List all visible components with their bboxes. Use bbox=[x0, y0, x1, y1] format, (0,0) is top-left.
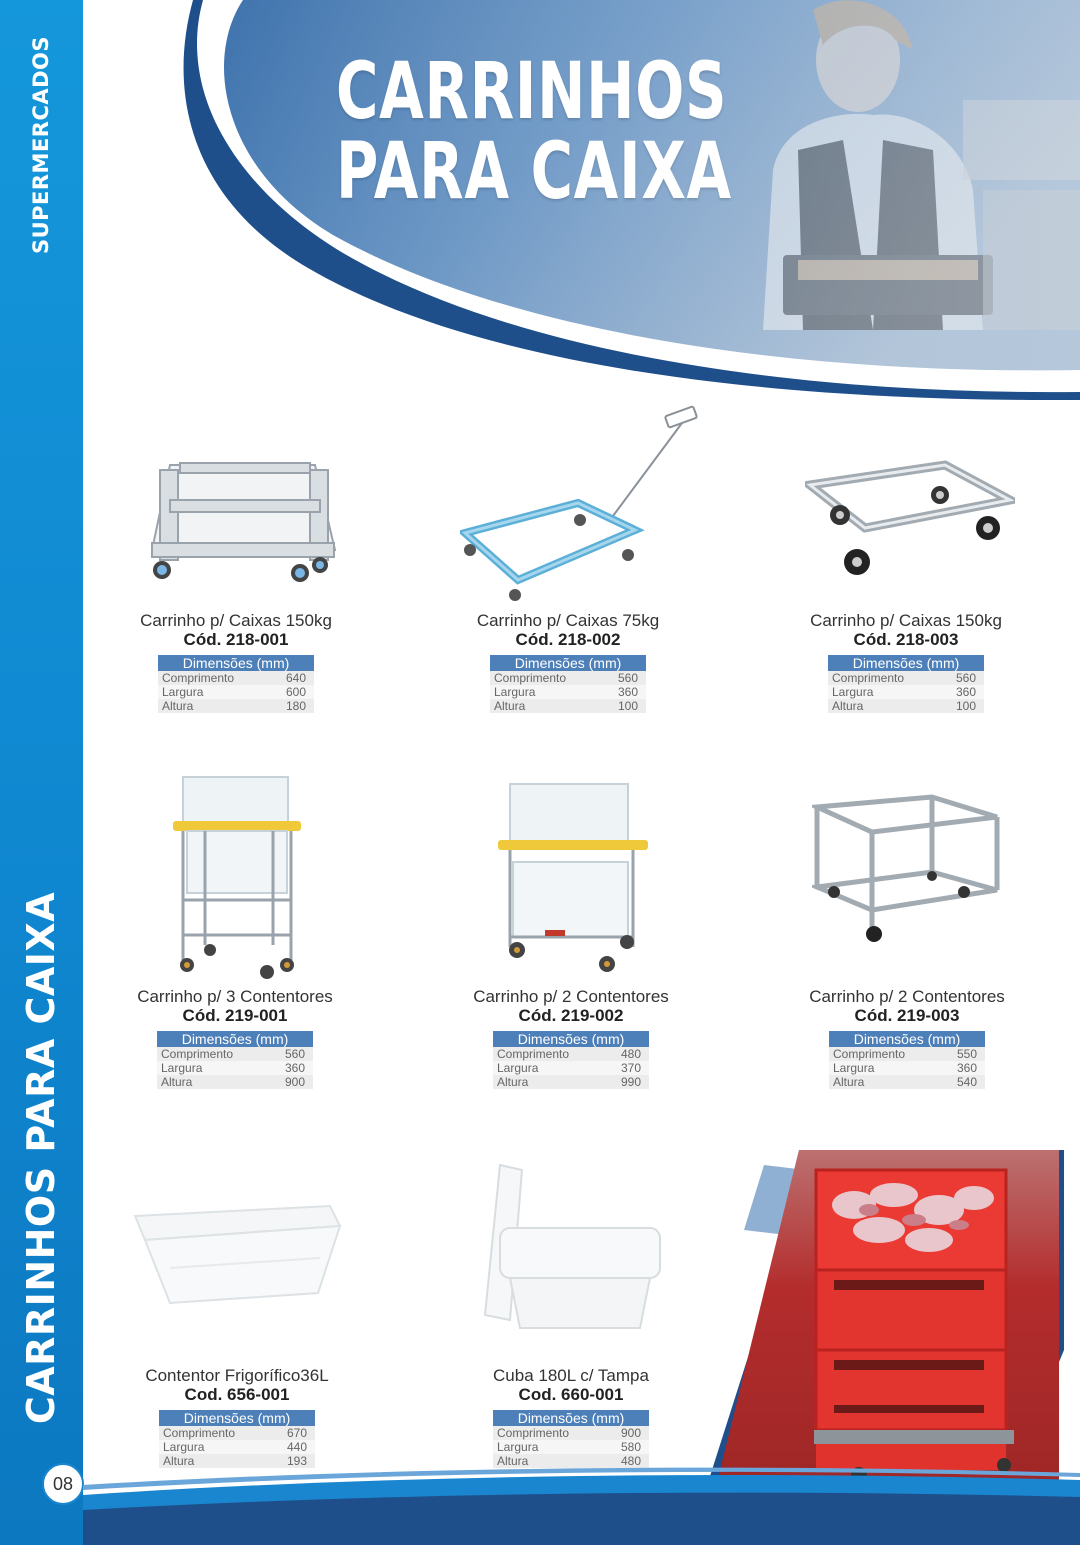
width-value: 370 bbox=[604, 1061, 649, 1075]
width-label: Largura bbox=[493, 1061, 604, 1075]
cart-2-containers-image bbox=[495, 782, 650, 977]
cart-2-containers-frame-image bbox=[812, 792, 1002, 942]
dimensions-table bbox=[829, 1031, 985, 1089]
height-value: 180 bbox=[269, 699, 314, 713]
product-card bbox=[781, 611, 1031, 713]
dimensions-header: Dimensões (mm) bbox=[157, 1031, 313, 1047]
height-label: Altura bbox=[493, 1075, 604, 1089]
width-label: Largura bbox=[829, 1061, 940, 1075]
product-name: Carrinho p/ Caixas 150kg bbox=[810, 611, 1002, 630]
chapter-label: CARRINHOS PARA CAIXA bbox=[19, 891, 63, 1425]
length-label: Comprimento bbox=[493, 1426, 604, 1440]
dimensions-header: Dimensões (mm) bbox=[158, 655, 314, 671]
length-label: Comprimento bbox=[157, 1047, 268, 1061]
dolly-150kg-frame-image bbox=[805, 460, 1015, 580]
height-label: Altura bbox=[828, 699, 939, 713]
product-name: Carrinho p/ 3 Contentores bbox=[137, 987, 333, 1006]
product-card bbox=[782, 987, 1032, 1089]
height-value: 480 bbox=[604, 1454, 649, 1468]
height-value: 100 bbox=[939, 699, 984, 713]
title-line-2: PARA CAIXA bbox=[336, 127, 732, 217]
length-value: 640 bbox=[269, 671, 314, 685]
width-label: Largura bbox=[158, 685, 269, 699]
product-name: Contentor Frigorífico36L bbox=[145, 1366, 329, 1385]
dimensions-table bbox=[157, 1031, 313, 1089]
width-value: 360 bbox=[940, 1061, 985, 1075]
product-code: Cód. 218-001 bbox=[183, 630, 289, 649]
length-label: Comprimento bbox=[493, 1047, 604, 1061]
height-label: Altura bbox=[490, 699, 601, 713]
dimensions-header: Dimensões (mm) bbox=[828, 655, 984, 671]
container-36l-image bbox=[130, 1198, 342, 1308]
page-title bbox=[336, 47, 732, 217]
height-label: Altura bbox=[158, 699, 269, 713]
product-name: Carrinho p/ Caixas 75kg bbox=[476, 611, 660, 630]
length-label: Comprimento bbox=[490, 671, 601, 685]
height-label: Altura bbox=[157, 1075, 268, 1089]
cart-3-containers-image bbox=[165, 775, 310, 980]
dimensions-table bbox=[493, 1031, 649, 1089]
product-name: Carrinho p/ 2 Contentores bbox=[809, 987, 1005, 1006]
height-label: Altura bbox=[159, 1454, 270, 1468]
product-card bbox=[446, 987, 696, 1089]
height-value: 540 bbox=[940, 1075, 985, 1089]
product-code: Cód. 219-001 bbox=[182, 1006, 288, 1025]
width-value: 580 bbox=[604, 1440, 649, 1454]
height-value: 193 bbox=[270, 1454, 315, 1468]
length-label: Comprimento bbox=[158, 671, 269, 685]
title-line-1: CARRINHOS bbox=[336, 47, 728, 137]
dolly-150kg-image bbox=[140, 455, 350, 585]
length-value: 670 bbox=[270, 1426, 315, 1440]
length-label: Comprimento bbox=[159, 1426, 270, 1440]
dimensions-header: Dimensões (mm) bbox=[159, 1410, 315, 1426]
length-label: Comprimento bbox=[828, 671, 939, 685]
dimensions-header: Dimensões (mm) bbox=[829, 1031, 985, 1047]
height-value: 900 bbox=[268, 1075, 313, 1089]
product-card bbox=[112, 1366, 362, 1468]
width-value: 600 bbox=[269, 685, 314, 699]
dolly-75kg-image bbox=[460, 405, 700, 605]
dimensions-header: Dimensões (mm) bbox=[490, 655, 646, 671]
length-value: 480 bbox=[604, 1047, 649, 1061]
length-value: 560 bbox=[268, 1047, 313, 1061]
width-label: Largura bbox=[157, 1061, 268, 1075]
height-label: Altura bbox=[829, 1075, 940, 1089]
height-label: Altura bbox=[493, 1454, 604, 1468]
width-value: 360 bbox=[268, 1061, 313, 1075]
footer-swoosh bbox=[83, 1455, 1080, 1545]
width-label: Largura bbox=[493, 1440, 604, 1454]
product-name: Carrinho p/ 2 Contentores bbox=[473, 987, 669, 1006]
section-label: SUPERMERCADOS bbox=[29, 35, 53, 255]
width-value: 440 bbox=[270, 1440, 315, 1454]
product-code: Cód. 219-002 bbox=[518, 1006, 624, 1025]
product-code: Cód. 218-002 bbox=[515, 630, 621, 649]
product-code: Cod. 660-001 bbox=[518, 1385, 624, 1404]
width-label: Largura bbox=[828, 685, 939, 699]
dimensions-table bbox=[158, 655, 314, 713]
product-name: Cuba 180L c/ Tampa bbox=[493, 1366, 649, 1385]
dimensions-header: Dimensões (mm) bbox=[493, 1031, 649, 1047]
product-name: Carrinho p/ Caixas 150kg bbox=[140, 611, 332, 630]
product-card bbox=[110, 987, 360, 1089]
length-value: 900 bbox=[604, 1426, 649, 1440]
length-value: 550 bbox=[940, 1047, 985, 1061]
dimensions-header: Dimensões (mm) bbox=[493, 1410, 649, 1426]
product-code: Cód. 219-003 bbox=[854, 1006, 960, 1025]
height-value: 990 bbox=[604, 1075, 649, 1089]
product-card bbox=[443, 611, 693, 713]
product-card bbox=[446, 1366, 696, 1468]
red-crates-photo bbox=[704, 1150, 1064, 1500]
length-value: 560 bbox=[601, 671, 646, 685]
width-label: Largura bbox=[490, 685, 601, 699]
dimensions-table bbox=[828, 655, 984, 713]
length-label: Comprimento bbox=[829, 1047, 940, 1061]
product-card bbox=[111, 611, 361, 713]
tub-180l-image bbox=[480, 1160, 670, 1335]
height-value: 100 bbox=[601, 699, 646, 713]
length-value: 560 bbox=[939, 671, 984, 685]
width-value: 360 bbox=[939, 685, 984, 699]
width-label: Largura bbox=[159, 1440, 270, 1454]
product-code: Cod. 656-001 bbox=[184, 1385, 290, 1404]
page-number: 08 bbox=[42, 1463, 84, 1505]
dimensions-table bbox=[490, 655, 646, 713]
width-value: 360 bbox=[601, 685, 646, 699]
product-code: Cód. 218-003 bbox=[853, 630, 959, 649]
